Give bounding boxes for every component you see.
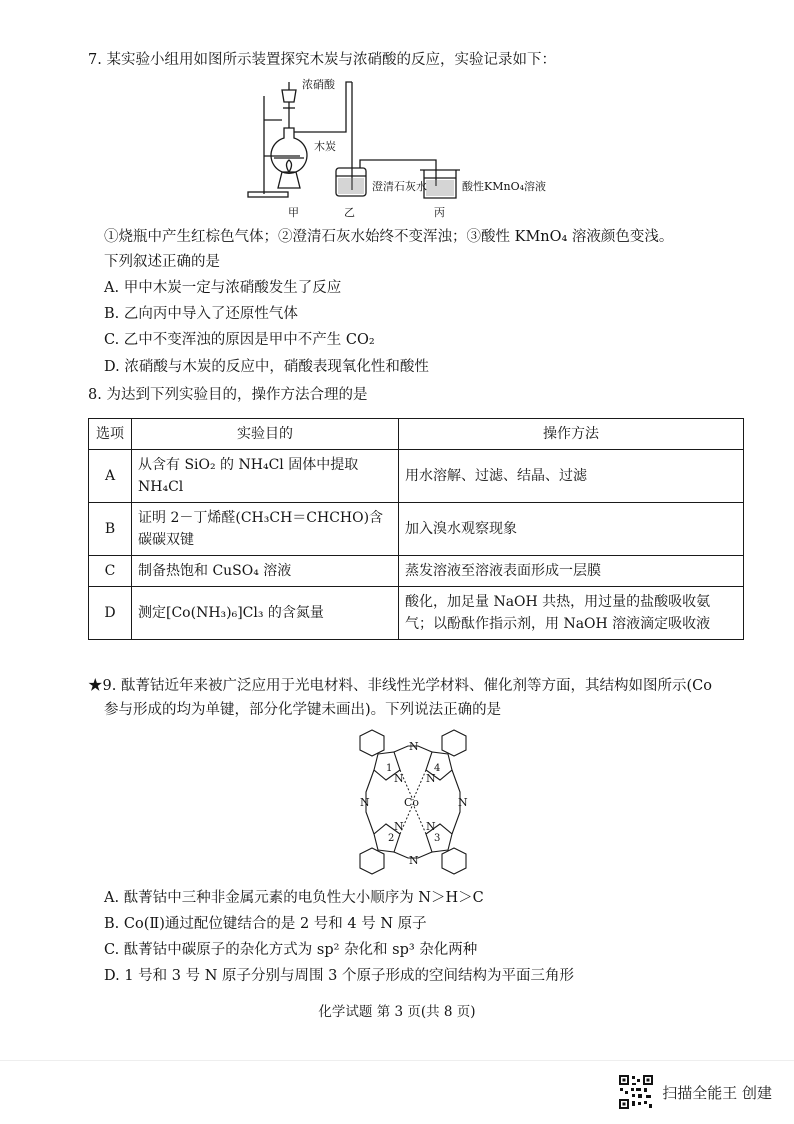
scanner-watermark bbox=[618, 1074, 772, 1110]
table-header-row bbox=[89, 419, 744, 450]
q7-prompt: 下列叙述正确的是 bbox=[104, 254, 220, 270]
apparatus-drawing bbox=[238, 76, 618, 224]
page-footer: 化学试题 第 3 页(共 8 页) bbox=[318, 1004, 476, 1020]
q8-table bbox=[88, 418, 744, 640]
atom-n1: N bbox=[394, 772, 404, 785]
q9-option-c: C. 酞菁钴中碳原子的杂化方式为 sp² 杂化和 sp³ 杂化两种 bbox=[104, 942, 478, 958]
label-charcoal: 木炭 bbox=[314, 140, 336, 153]
atom-n4: N bbox=[426, 772, 436, 785]
label-conc-nitric-acid: 浓硝酸 bbox=[302, 78, 335, 91]
row-c-method: 蒸发溶液至溶液表面形成一层膜 bbox=[399, 556, 744, 587]
row-a-goal: 从含有 SiO₂ 的 NH₄Cl 固体中提取 NH₄Cl bbox=[132, 450, 399, 503]
flame bbox=[287, 160, 292, 172]
table-row bbox=[89, 503, 744, 556]
row-c-option: C bbox=[89, 556, 132, 587]
label-n2-number: 2 bbox=[388, 833, 395, 844]
q7-option-b: B. 乙向丙中导入了还原性气体 bbox=[104, 306, 298, 322]
label-n3-number: 3 bbox=[434, 833, 441, 844]
row-d-method: 酸化，加足量 NaOH 共热，用过量的盐酸吸收氨气；以酚酞作指示剂，用 NaOH 溶液滴定吸收液 bbox=[399, 587, 744, 640]
table-row bbox=[89, 450, 744, 503]
label-yi: 乙 bbox=[344, 206, 355, 219]
header-option: 选项 bbox=[89, 419, 132, 450]
funnel-bulb bbox=[282, 90, 296, 102]
label-n4-number: 4 bbox=[434, 763, 441, 774]
atom-n-meso-bottom: N bbox=[409, 854, 419, 867]
q9-stem-line1: ★9. 酞菁钴近年来被广泛应用于光电材料、非线性光学材料、催化剂等方面，其结构如图所示(Co bbox=[88, 678, 712, 694]
q9-option-d: D. 1 号和 3 号 N 原子分别与周围 3 个原子形成的空间结构为平面三角形 bbox=[104, 968, 574, 984]
atom-n2: N bbox=[394, 820, 404, 833]
row-c-goal: 制备热饱和 CuSO₄ 溶液 bbox=[132, 556, 399, 587]
atom-n-meso-left: N bbox=[360, 796, 370, 809]
table-row bbox=[89, 556, 744, 587]
atom-co: Co bbox=[404, 796, 420, 809]
q8-stem: 8. 为达到下列实验目的，操作方法合理的是 bbox=[88, 387, 368, 403]
row-a-option: A bbox=[89, 450, 132, 503]
atom-n-meso-top: N bbox=[409, 740, 419, 753]
header-goal: 实验目的 bbox=[132, 419, 399, 450]
label-bing: 丙 bbox=[434, 206, 445, 219]
q9-stem-line2: 参与形成的均为单键，部分化学键未画出)。下列说法正确的是 bbox=[104, 702, 502, 718]
benzene-ring bbox=[360, 730, 384, 756]
q7-stem: 7. 某实验小组用如图所示装置探究木炭与浓硝酸的反应，实验记录如下： bbox=[88, 52, 556, 68]
benzene-ring bbox=[442, 730, 466, 756]
burner bbox=[278, 172, 300, 188]
header-method: 操作方法 bbox=[399, 419, 744, 450]
benzene-ring bbox=[360, 848, 384, 874]
q7-record: ①烧瓶中产生红棕色气体；②澄清石灰水始终不变浑浊；③酸性 KMnO₄ 溶液颜色变浅。 bbox=[104, 229, 674, 245]
round-flask bbox=[271, 128, 307, 173]
row-b-goal: 证明 2－丁烯醛(CH₃CH＝CHCHO)含碳碳双键 bbox=[132, 503, 399, 556]
q7-option-a: A. 甲中木炭一定与浓硝酸发生了反应 bbox=[104, 280, 342, 296]
label-jia: 甲 bbox=[288, 206, 299, 219]
label-limewater: 澄清石灰水 bbox=[372, 180, 427, 193]
cobalt-phthalocyanine-structure bbox=[338, 722, 488, 882]
q7-apparatus-diagram bbox=[238, 76, 618, 224]
atom-n-meso-right: N bbox=[458, 796, 468, 809]
label-acidic-kmno4: 酸性KMnO₄溶液 bbox=[462, 180, 546, 193]
q9-option-b: B. Co(Ⅱ)通过配位键结合的是 2 号和 4 号 N 原子 bbox=[104, 916, 427, 932]
row-b-method: 加入溴水观察现象 bbox=[399, 503, 744, 556]
row-d-option: D bbox=[89, 587, 132, 640]
table-row bbox=[89, 587, 744, 640]
stand-base bbox=[248, 192, 288, 197]
atom-n3: N bbox=[426, 820, 436, 833]
row-b-option: B bbox=[89, 503, 132, 556]
row-a-method: 用水溶解、过滤、结晶、过滤 bbox=[399, 450, 744, 503]
label-n1-number: 1 bbox=[386, 763, 393, 774]
row-d-goal: 测定[Co(NH₃)₆]Cl₃ 的含氮量 bbox=[132, 587, 399, 640]
benzene-ring bbox=[442, 848, 466, 874]
divider bbox=[0, 1060, 794, 1061]
q9-option-a: A. 酞菁钴中三种非金属元素的电负性大小顺序为 N＞H＞C bbox=[104, 890, 484, 906]
q7-option-d: D. 浓硝酸与木炭的反应中，硝酸表现氧化性和酸性 bbox=[104, 359, 429, 375]
watermark-text: 扫描全能王 创建 bbox=[662, 1083, 772, 1102]
qr-code-icon bbox=[618, 1074, 654, 1110]
q7-option-c: C. 乙中不变浑浊的原因是甲中不产生 CO₂ bbox=[104, 332, 375, 348]
